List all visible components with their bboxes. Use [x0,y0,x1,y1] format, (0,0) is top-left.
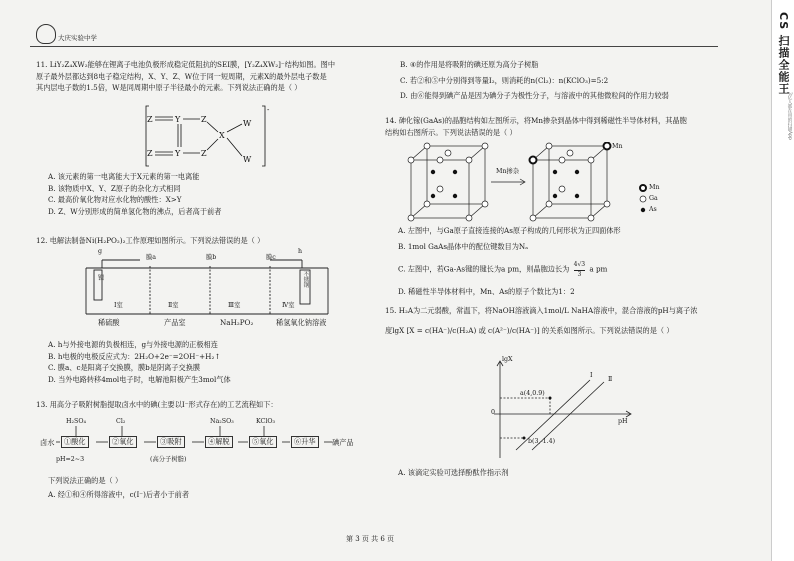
q13-flow-diagram [40,414,360,470]
q13-opt-d: D. 由⑥能得到碘产品是因为碘分子为极性分子，与溶液中的其他微粒间的作用力较弱 [400,91,669,101]
q13-opt-a: A. 经①和④所得溶液中，c(I⁻)后者小于前者 [48,490,190,499]
q15-stem-2: 度lgX [X = c(HA⁻)/c(H₂A) 或 c(A²⁻)/c(HA⁻)] 的关系如图所示。下列说法错误的是（ ） [385,325,674,335]
q15-graph [480,358,640,458]
svg-text:Z: Z [201,115,207,124]
flow-step-6: ⑥升华 [291,436,319,448]
q14-opt-c [398,261,718,278]
label-solution-3: NaH₂PO₂ [220,318,254,327]
q13-stem: 13. 用高分子吸附树脂提取卤水中的碘(主要以I⁻形式存在)的工艺流程如下： [36,400,278,409]
flow-reagent-2: Cl₂ [116,418,126,425]
svg-text:Z: Z [147,115,153,124]
q14-stem-2: 结构如右图所示。下列说法错误的是（ ） [385,127,517,137]
axis-y-label: lgX [502,356,513,363]
q14-opt-c-text: C. 左图中，若Ga-As键的键长为a pm，则晶胞边长为 [398,265,570,275]
q12-opt-d: D. 当外电路转移4mol电子时，电解池阳极产生3mol气体 [48,375,231,385]
q14-stem [385,116,715,139]
flow-reagent-1: H₂SO₄ [66,418,87,425]
axis-x-label: pH [618,418,628,425]
legend-as: As [649,206,657,213]
label-membrane-a: 膜a [146,254,157,261]
q11-opt-a: A. 该元素的第一电离能大于X元素的第一电离能 [48,172,200,181]
svg-text:-: - [267,106,270,114]
legend-mn: Mn [649,184,660,191]
point-a-label: a(4,0.9) [520,390,545,397]
flow-reagent-5: KClO₃ [256,418,276,425]
q11-stem-2: 原子最外层都达到8电子稳定结构，X、Y、Z、W位于同一短周期，元素X的最外层电子数是 [36,71,327,81]
flow-step-5: ⑤氧化 [249,436,277,448]
label-membrane-c: 膜c [266,254,276,261]
q15-opt-a: A. 该滴定实验可选择酚酞作指示剂 [398,468,509,477]
flow-reagent-4: Na₂SO₃ [210,418,234,425]
svg-text:W: W [243,119,252,128]
flow-step-3: ③吸附 [157,436,185,448]
point-b [523,437,526,440]
flow-step-1: ①酸化 [61,436,89,448]
q14-fraction [574,261,585,278]
label-nickel: 镍 [96,274,104,281]
label-membrane-b: 膜b [206,254,217,261]
svg-text:Y: Y [175,149,181,158]
label-solution-2: 产品室 [164,318,186,327]
flow-step-2: ②氧化 [109,436,137,448]
q14-fraction-den: 3 [577,270,582,278]
q11-opt-d: D. Z、W分别形成的简单氢化物的沸点，后者高于前者 [48,207,222,217]
q15-stem-1: 15. H₂A为二元弱酸，常温下，将NaOH溶液滴入1mol/L NaHA溶液中，混合溶液的pH与离子浓 [385,306,698,315]
svg-text:Z: Z [201,149,207,158]
brand-text: CS 扫描全能王 [777,12,790,96]
point-b-label: b(3,-1.4) [528,438,556,445]
left-column [36,60,366,95]
origin-label: 0 [491,409,496,416]
svg-text:Y: Y [175,115,181,124]
line-2-label: Ⅱ [608,376,613,383]
label-room-4: Ⅳ室 [282,302,295,309]
flow-step-4: ④解脱 [205,436,233,448]
q14-options [398,226,718,298]
q14-opt-b: B. 1mol GaAs晶体中的配位键数目为Nₐ [398,241,528,251]
svg-text:X: X [219,131,225,140]
q15-stem [385,306,715,337]
flow-start: 卤水 [40,438,55,447]
q13-opt-b: B. ④的作用是将吸附的碘还原为高分子树脂 [400,60,539,69]
header-rule [30,46,718,47]
flow-arrows [40,414,360,470]
q12-stem: 12. 电解法制备Ni(H₂PO₂)₂工作原理如图所示。下列说法错误的是（ ） [36,236,265,245]
label-room-2: Ⅱ室 [168,302,179,309]
q12-electrolysis-diagram [80,248,370,332]
label-solution-4: 稀氢氧化钠溶液 [276,318,327,327]
q13-options-continued [400,60,720,103]
q14-opt-d: D. 稀磁性半导体材料中，Mn、As的原子个数比为1：2 [398,286,575,296]
flow-ph-note: pH=2~3 [56,456,85,463]
svg-text:W: W [243,155,252,164]
q11-structure-diagram [145,100,275,172]
q13-opt-c: C. 若②和⑤中分别得到等量I₂，则消耗的n(Cl₂)：n(KClO₃)=5:2 [400,75,609,85]
label-h: h [298,248,303,255]
school-logo [36,24,56,44]
label-solution-1: 稀硫酸 [98,318,120,327]
q14-stem-1: 14. 砷化镓(GaAs)的晶胞结构如左图所示，将Mn掺杂到晶体中得到稀磁性半导体材料，其晶胞 [385,116,687,125]
flow-end: 碘产品 [332,438,354,447]
q12-opt-b: B. h电极的电极反应式为：2H₂O+2e⁻=2OH⁻+H₂↑ [48,351,221,361]
q12-opt-c: C. 膜a、c是阳离子交换膜，膜b是阴离子交换膜 [48,363,201,373]
flow-resin-note: (高分子树脂) [150,456,187,463]
label-room-1: Ⅰ室 [114,302,123,309]
q12-options [48,340,368,387]
line-1-label: Ⅰ [590,372,593,379]
q15-graph-lines [480,358,640,458]
q14-opt-a: A. 左图中，与Ga原子直接连接的As原子构成的几何形状为正四面体形 [398,226,621,235]
point-a [549,397,552,400]
q11-options [48,172,368,219]
brand-sub: 3亿人都在用的扫描App [787,92,792,140]
scanner-brand-strip [771,0,794,561]
q14-arrow-label: Mn掺杂 [496,168,520,175]
q12-opt-a: A. h与外接电源的负极相连，g与外接电源的正极相连 [48,340,218,349]
label-room-3: Ⅲ室 [228,302,241,309]
q14-mn-label: Mn [612,143,623,150]
q11-stem-1: 11. LiY₂Z₄XW₂能够在锂离子电池负极形成稳定低阻抗的SEI膜，[Y₂Z₄XW₂]⁻结构如图。图中 [36,60,336,69]
label-stainless-steel: 不锈钢 [302,271,309,288]
q14-fraction-num: 4√3 [574,261,585,270]
label-g: g [98,248,103,255]
q14-opt-c-unit: a pm [589,265,608,275]
q11-stem-3: 其内层电子数的1.5倍，W是同周期中原子半径最小的元素。下列说法正确的是（ ） [36,83,302,93]
q11-opt-b: B. 该物质中X、Y、Z原子的杂化方式相同 [48,183,181,193]
page-number: 第 3 页 共 6 页 [346,535,395,543]
school-name: 大庆实验中学 [58,34,97,42]
q13-tail: 下列说法正确的是（ ） [48,476,123,485]
q11-opt-c: C. 最高价氧化物对应水化物的酸性：X>Y [48,195,182,205]
legend-ga: Ga [649,195,658,202]
svg-text:Z: Z [147,149,153,158]
